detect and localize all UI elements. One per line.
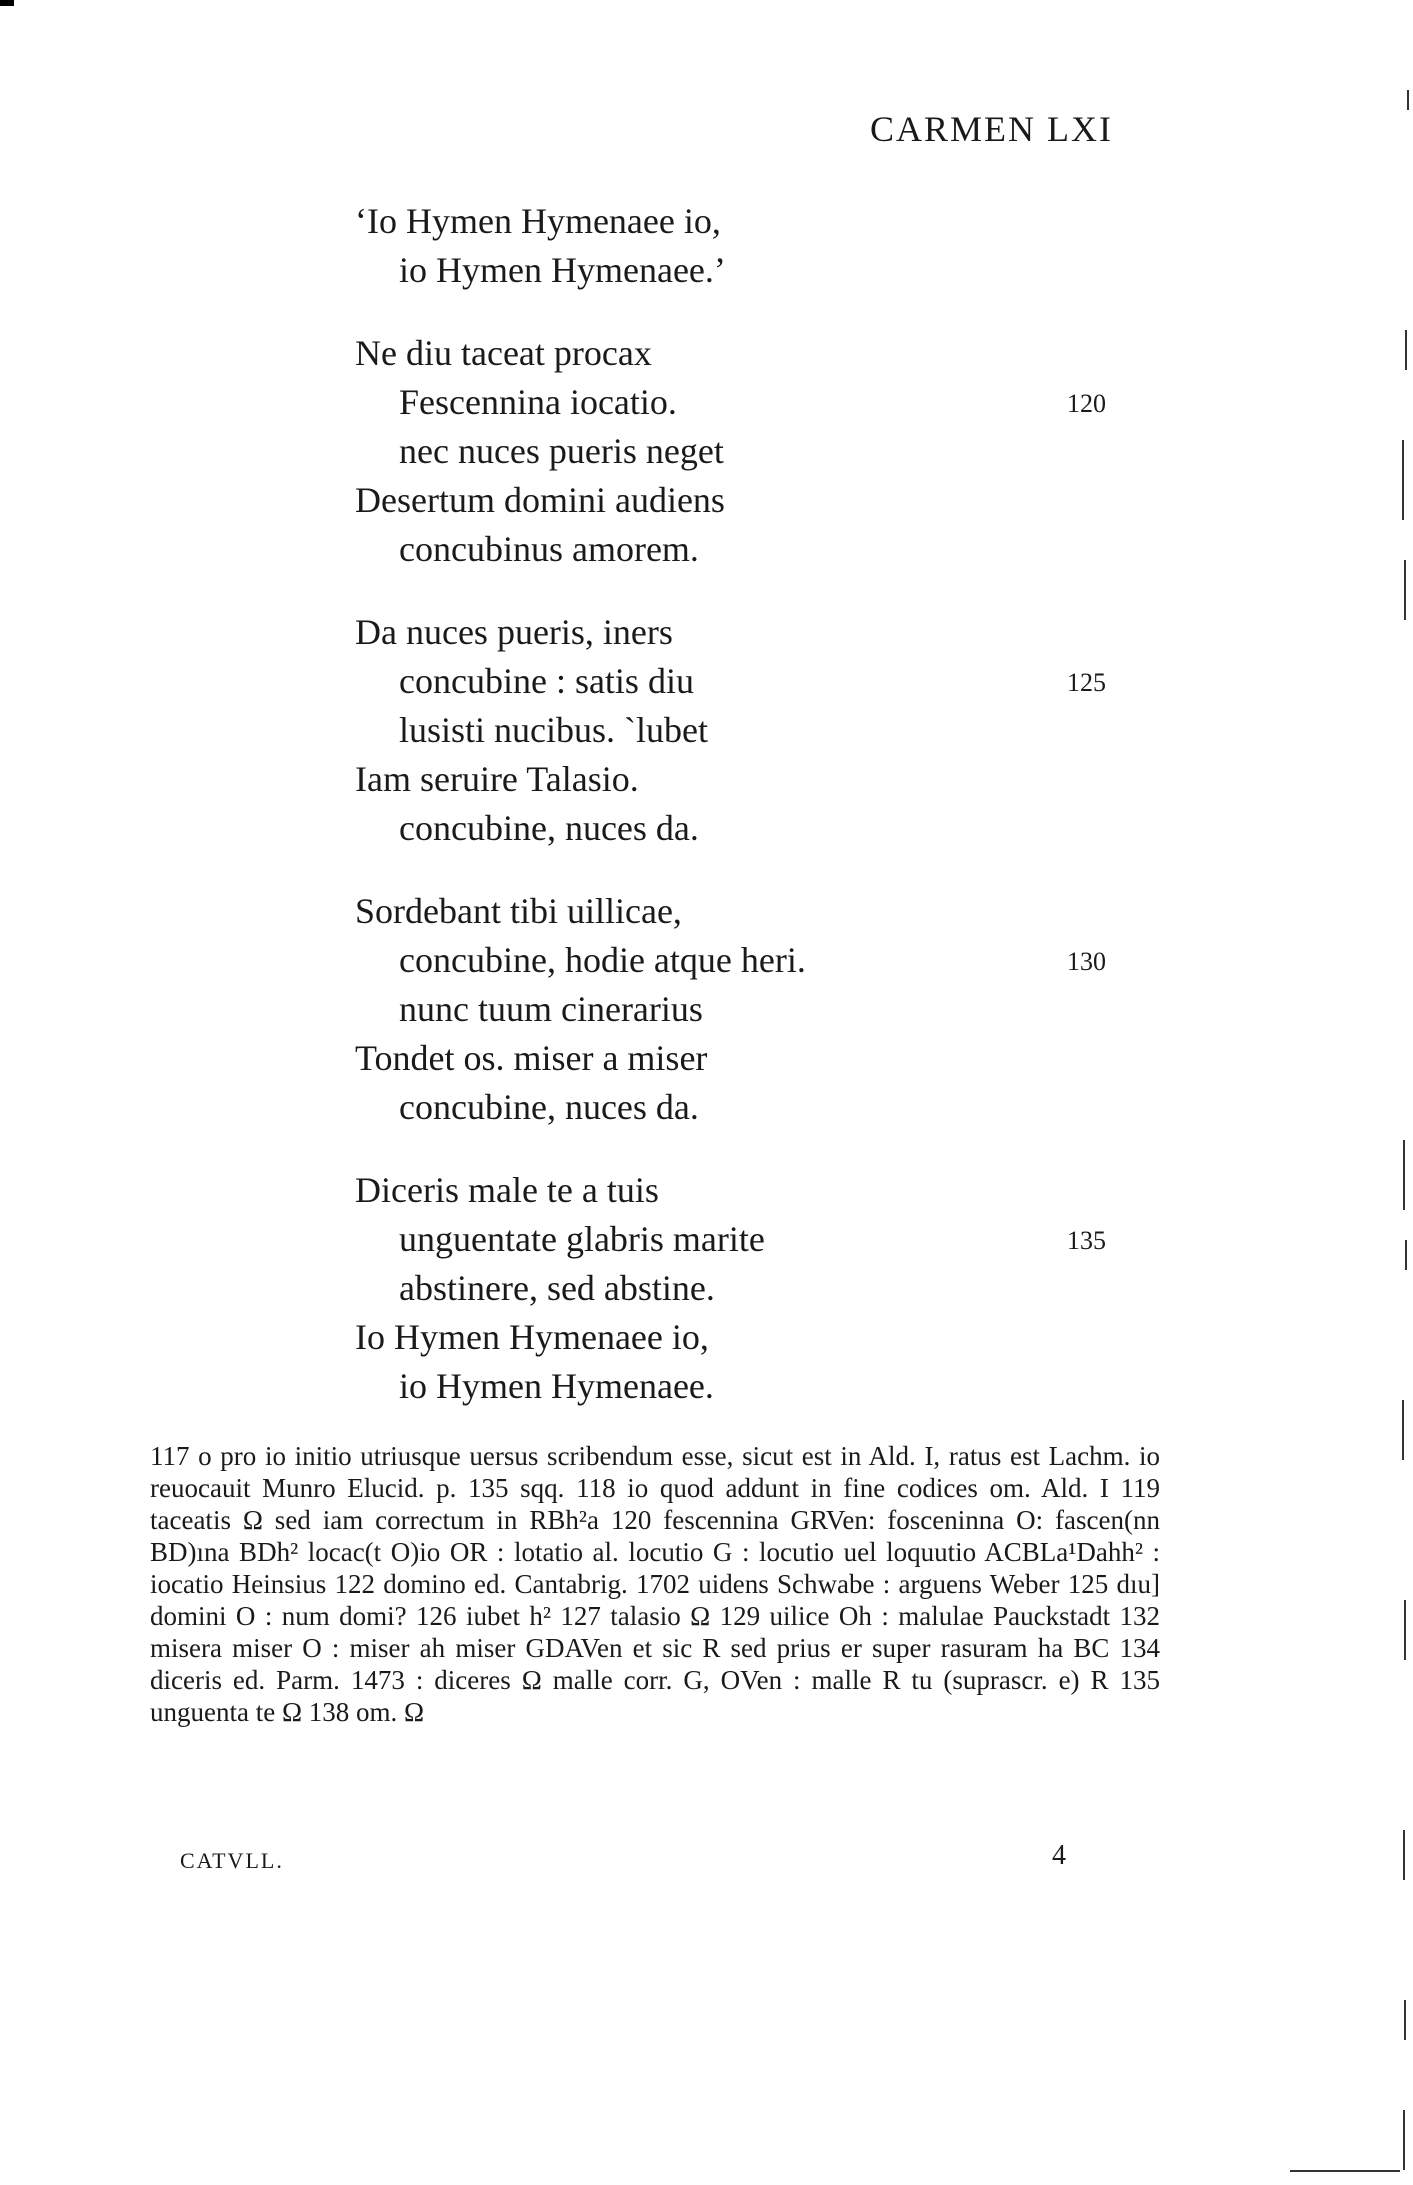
verse-line: nunc tuum cinerarius [399,989,703,1029]
verse-line: Iam seruire Talasio. [355,759,639,799]
margin-mark [1404,1600,1406,1660]
verse-line: io Hymen Hymenaee.’ [399,250,726,290]
line-number: 120 [1067,389,1106,418]
page-number: 4 [1052,1840,1066,1871]
critical-apparatus [150,1440,1160,1728]
verse-line: concubine, hodie atque heri. [399,940,806,980]
verse-line: concubine : satis diu [399,661,694,701]
margin-mark [1290,2170,1400,2172]
verse-line: Io Hymen Hymenaee io, [355,1317,709,1357]
verse-line: concubinus amorem. [399,529,699,569]
verse-line: concubine, nuces da. [399,808,699,848]
verse-line: abstinere, sed abstine. [399,1268,715,1308]
running-header: CARMEN LXI [870,109,1113,149]
verse-line: Desertum domini audiens [355,480,725,520]
line-number: 135 [1067,1226,1106,1255]
verse-line: Da nuces pueris, iners [355,612,673,652]
line-number: 125 [1067,668,1106,697]
margin-mark [1402,440,1404,520]
margin-mark [1405,330,1407,370]
verse-line: ‘Io Hymen Hymenaee io, [355,201,721,241]
margin-mark [1404,2000,1406,2040]
margin-mark [1404,560,1406,620]
verse-line: lusisti nucibus. `lubet [399,710,708,750]
signature-mark: CATVLL. [180,1848,284,1873]
verse-line: io Hymen Hymenaee. [399,1366,714,1406]
margin-mark [1403,2110,1405,2170]
verse-line: Fescennina iocatio. [399,382,677,422]
verse-line: concubine, nuces da. [399,1087,699,1127]
verse-line: Sordebant tibi uillicae, [355,891,682,931]
margin-mark [1403,1830,1405,1880]
verse-line: unguentate glabris marite [399,1219,765,1259]
margin-mark [1403,1140,1405,1210]
margin-mark [1405,1240,1407,1270]
apparatus-text: 117 o pro io initio utriusque uersus scribendum esse, sicut est in Ald. I, ratus est Lachm. io reuocauit Munro Elucid. p. 135 sqq. 118 io quod addunt in fine codices om. Ald. I 119 taceatis Ω sed iam correctum in RBh²a 120 fescennina GRVen: fosceninna O: fascen(nn BD)ına BDh² locac(t O)io OR : lotatio al. locutio G : locutio uel loquutio ACBLa¹Dahh² : iocatio Heinsius 122 domino ed. Cantabrig. 1702 uidens Schwabe : arguens Weber 125 dıu] domini O : num domi? 126 iubet h² 127 talasio Ω 129 uilice Oh : malulae Pauckstadt 132 misera miser O : miser ah miser GDAVen et sic R sed prius er super rasuram ha BC 134 diceris ed. Parm. 1473 : diceres Ω malle corr. G, OVen : malle R tu (suprascr. e) R 135 unguenta te Ω 138 om. Ω [150,1441,1160,1727]
verse-line: nec nuces pueris neget [399,431,724,471]
verse-line: Diceris male te a tuis [355,1170,659,1210]
verse-line: Tondet os. miser a miser [355,1038,708,1078]
scan-corner-mark [0,0,14,6]
line-number: 130 [1067,947,1106,976]
margin-mark [1402,1400,1404,1460]
margin-mark [1407,90,1409,110]
verse-line: Ne diu taceat procax [355,333,652,373]
